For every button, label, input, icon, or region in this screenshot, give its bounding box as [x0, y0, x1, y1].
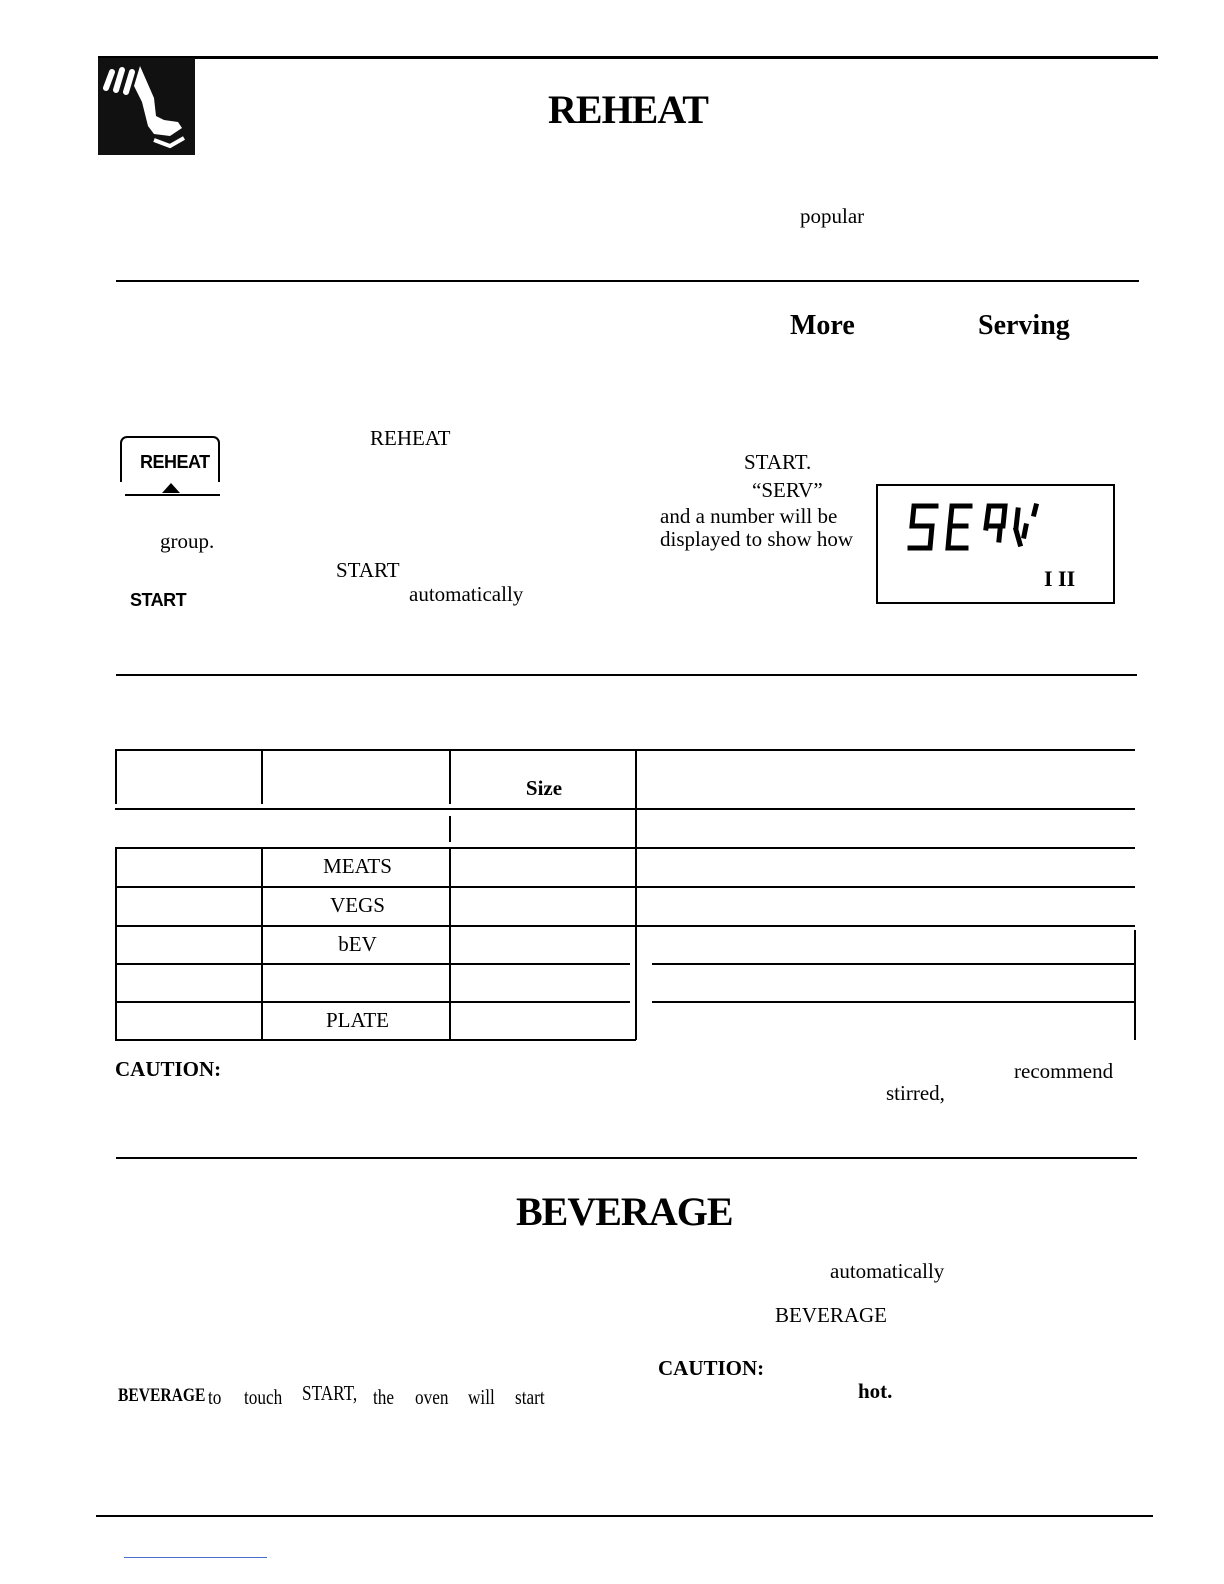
bottom-word-oven: oven: [415, 1385, 449, 1409]
hand-pressing-key-icon: [98, 58, 195, 155]
beverage-automatically: automatically: [830, 1259, 945, 1283]
beverage-key-label: BEVERAGE: [118, 1385, 206, 1406]
bottom-word-to: to: [208, 1385, 222, 1409]
footer-link-underline: [124, 1557, 267, 1558]
bottom-word-touch: touch: [244, 1385, 283, 1409]
instruction-reheat-word: REHEAT: [370, 426, 451, 450]
intro-text-popular: popular: [800, 204, 865, 228]
seven-segment-readout: [878, 486, 1113, 602]
reheat-key-button[interactable]: [120, 436, 220, 482]
table-row-bev: bEV: [338, 932, 377, 956]
caution-recommend: recommend: [1014, 1059, 1114, 1083]
instruction-line-number: and a number will be: [660, 504, 838, 528]
section-divider-2: [116, 674, 1137, 676]
bottom-word-the: the: [373, 1385, 395, 1409]
table-row-vegs: VEGS: [330, 893, 385, 917]
bottom-word-start: START,: [302, 1381, 358, 1405]
instruction-start-word: START: [336, 558, 400, 582]
section-divider-3: [116, 1157, 1137, 1159]
start-key-button[interactable]: START: [130, 590, 187, 610]
section-divider-1: [116, 280, 1139, 282]
caution-label: CAUTION:: [115, 1057, 222, 1081]
instruction-group-word: group.: [160, 529, 215, 553]
table-row-meats: MEATS: [323, 854, 392, 878]
bottom-word-will: will: [468, 1385, 495, 1409]
heading-serving: Serving: [978, 310, 1070, 341]
oven-display: [876, 484, 1115, 604]
instruction-serv-quote: “SERV”: [752, 478, 823, 502]
reheat-food-table: [115, 748, 1137, 1043]
page-title: REHEAT: [548, 87, 708, 132]
caution-stirred: stirred,: [886, 1081, 945, 1105]
beverage-hot-word: hot.: [858, 1379, 893, 1403]
header-rule: [98, 56, 1158, 59]
bottom-word-start2: start: [515, 1385, 545, 1409]
instruction-start-period: START.: [744, 450, 812, 474]
beverage-word: BEVERAGE: [775, 1303, 887, 1327]
table-row-plate: PLATE: [326, 1008, 389, 1032]
instruction-line-displayed: displayed to show how: [660, 527, 854, 551]
beverage-caution-label: CAUTION:: [658, 1356, 765, 1380]
instruction-automatically: automatically: [409, 582, 524, 606]
heading-more: More: [790, 310, 855, 341]
reheat-key-label: REHEAT: [140, 452, 210, 472]
display-sub-label: I II: [1044, 566, 1076, 591]
arrow-up-icon: [162, 483, 180, 493]
footer-rule: [96, 1515, 1153, 1517]
reheat-key-underline: [125, 494, 220, 496]
beverage-title: BEVERAGE: [516, 1189, 733, 1234]
table-header-size: Size: [525, 776, 563, 800]
